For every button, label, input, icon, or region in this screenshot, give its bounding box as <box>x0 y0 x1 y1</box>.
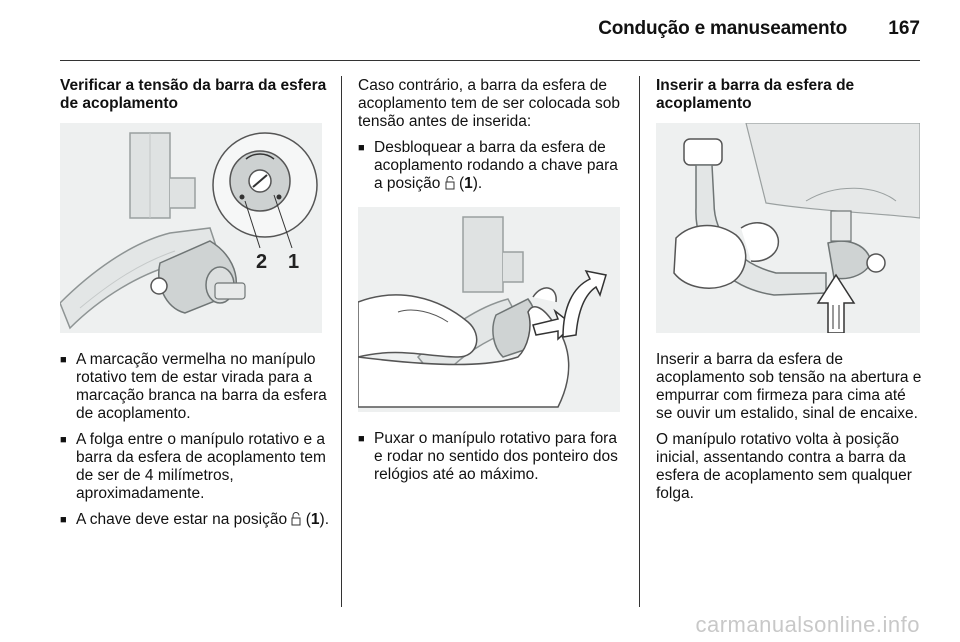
bullet-item <box>60 351 330 423</box>
knob-return-note: O manípulo rotativo volta à posição inicial, assentando contra a barra da esfera de acoplamento sem qualquer folga. <box>656 431 912 502</box>
intro-text: Caso contrário, a barra da esfera de acoplamento tem de ser colocada sob tensão antes de inserida: <box>358 77 620 130</box>
page-header-title: Condução e manuseamento <box>598 18 847 39</box>
figure-insert-bar <box>656 123 920 333</box>
bullet-square-icon: ■ <box>358 433 365 445</box>
bullet-item: ■ Desbloquear a barra da esfera de acoplamento rodando a chave para a posição (1). <box>358 139 618 192</box>
page-number: 167 <box>888 18 920 39</box>
bullet-item <box>60 431 330 503</box>
section-heading-check-tension: Verificar a tensão da barra da esfera de acoplamento <box>60 77 327 112</box>
bullet-square-icon: ■ <box>60 434 67 446</box>
bullet-square-icon: ■ <box>358 142 365 154</box>
bullet-item: ■ A chave deve estar na posição (1). <box>60 511 329 528</box>
figure-tension-check <box>60 123 322 333</box>
position-number: 1 <box>310 511 320 528</box>
watermark-text: carmanualsonline.info <box>695 612 920 637</box>
bullet-square-icon: ■ <box>60 514 67 526</box>
column-divider-1 <box>341 76 342 607</box>
unlocked-padlock-icon <box>291 512 301 526</box>
position-number: 1 <box>464 175 473 192</box>
bullet-text: A folga entre o manípulo rotativo e a barra da esfera de acoplamento tem de ser de 4 milímetros, aproximadamente. <box>76 431 326 502</box>
figure-label-2: 2 <box>256 251 268 273</box>
unlocked-padlock-icon <box>445 176 455 190</box>
column-divider-2 <box>639 76 640 607</box>
figure-unlock-rotate <box>358 207 620 412</box>
bullet-text: Puxar o manípulo rotativo para fora e rodar no sentido dos ponteiro dos relógios até ao máximo. <box>374 430 618 483</box>
bullet-text: A marcação vermelha no manípulo rotativo tem de estar virada para a marcação branca na barra da esfera de acoplamento. <box>76 351 327 422</box>
bullet-square-icon: ■ <box>60 354 67 366</box>
bullet-text: A chave deve estar na posição <box>76 511 288 528</box>
section-heading-insert-ball-bar: Inserir a barra da esfera de acoplamento <box>656 77 855 112</box>
bullet-text: Desbloquear a barra da esfera de acoplamento rodando a chave para a posição <box>374 139 618 192</box>
figure-label-1: 1 <box>288 251 300 273</box>
header-divider <box>60 60 920 61</box>
insert-instructions: Inserir a barra da esfera de acoplamento sob tensão na abertura e empurrar com firmeza para cima até se ouvir um estalido, sinal de encaixe. <box>656 351 922 422</box>
column-3 <box>656 77 922 511</box>
column-2 <box>358 77 628 492</box>
bullet-item <box>358 430 628 484</box>
column-1 <box>60 77 330 537</box>
